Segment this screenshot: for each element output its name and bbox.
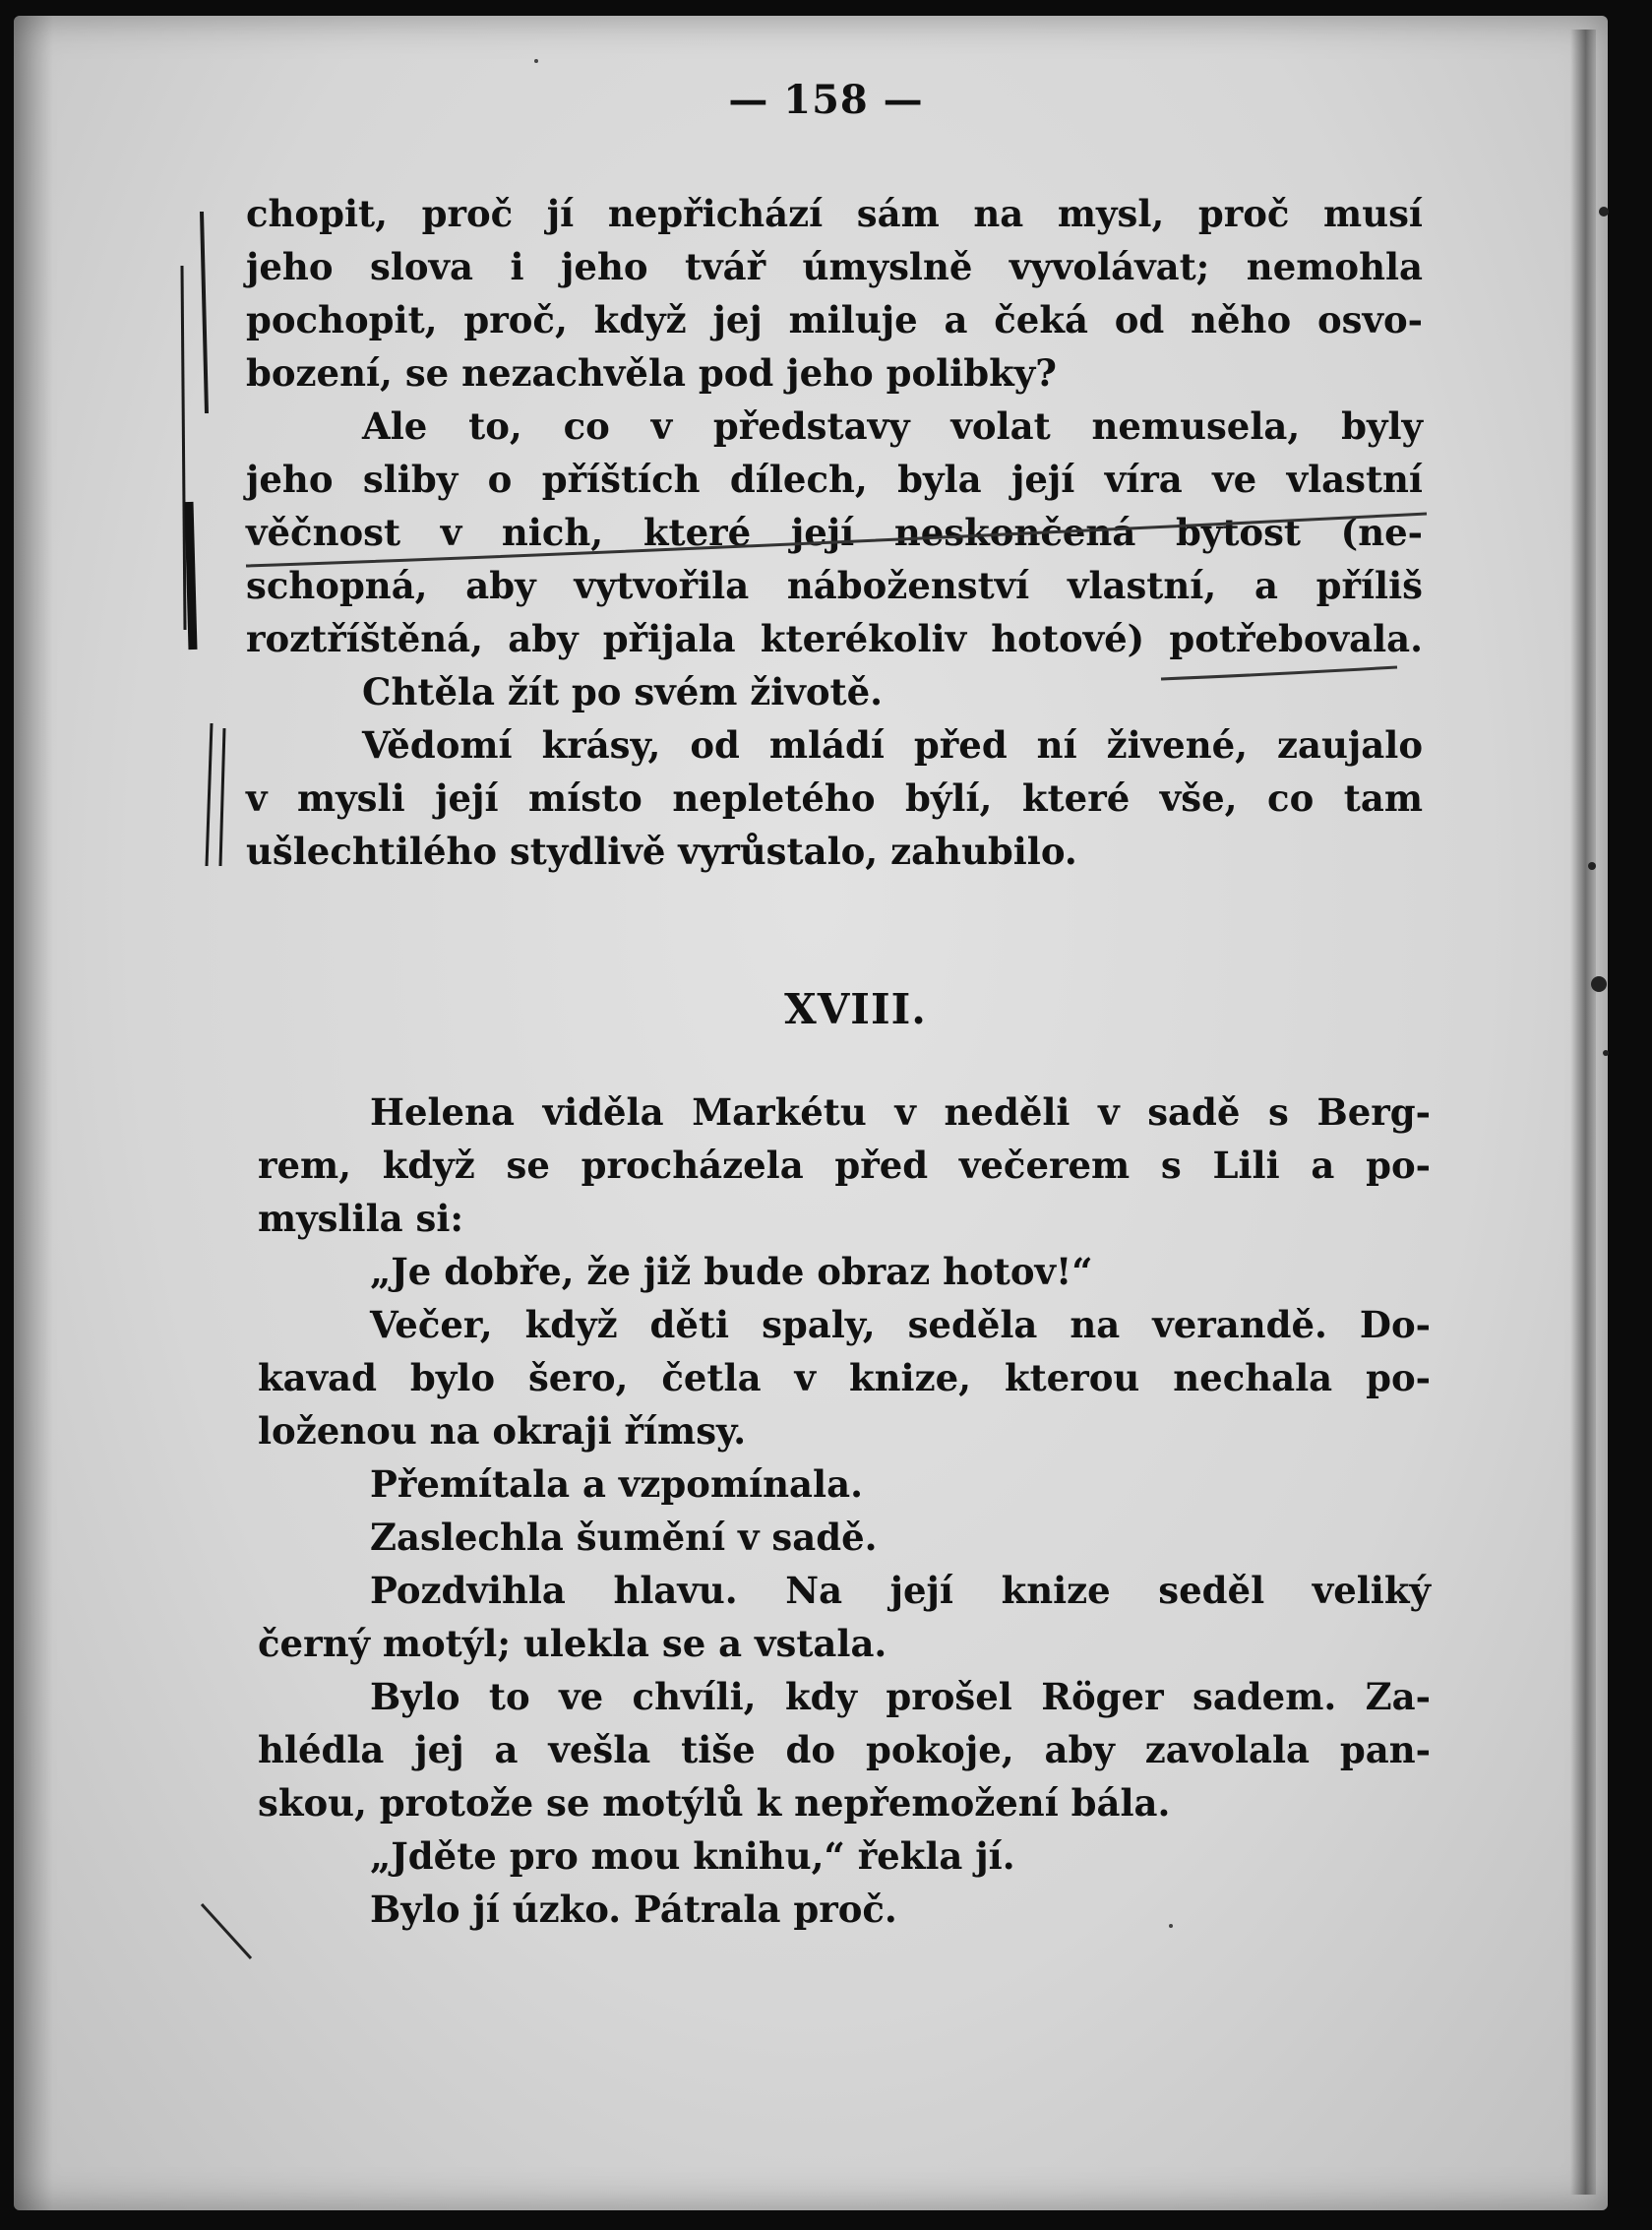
text-line: Pozdvihla hlavu. Na její knize seděl veliký <box>370 1569 1431 1612</box>
text-line: rem, když se procházela před večerem s Lili a po- <box>258 1144 1431 1187</box>
text-block-chapter <box>258 1085 1431 1936</box>
text-line: Přemítala a vzpomínala. <box>370 1462 863 1506</box>
text-line: Zaslechla šumění v sadě. <box>370 1516 878 1559</box>
text-line: Bylo to ve chvíli, kdy prošel Röger sadem. Za- <box>370 1675 1431 1718</box>
text-line: „Jděte pro mou knihu,“ řekla jí. <box>370 1834 1015 1878</box>
text-line: schopná, aby vytvořila náboženství vlastní, a příliš <box>246 564 1423 607</box>
text-line: v mysli její místo nepletého býlí, které vše, co tam <box>246 776 1423 820</box>
page-right-shadow <box>1570 30 1596 2195</box>
text-line: loženou na okraji římsy. <box>258 1409 747 1453</box>
text-line: Bylo jí úzko. Pátrala proč. <box>370 1888 897 1931</box>
text-line: Vědomí krásy, od mládí před ní živené, zaujalo <box>362 723 1423 767</box>
text-line: Helena viděla Markétu v neděli v sadě s Berg- <box>370 1090 1431 1134</box>
text-line: myslila si: <box>258 1197 464 1240</box>
text-line: jeho sliby o příštích dílech, byla její víra ve vlastní <box>246 458 1423 501</box>
text-line: bození, se nezachvěla pod jeho polibky? <box>246 351 1057 395</box>
text-line: Večer, když děti spaly, seděla na verandě. Do- <box>370 1303 1431 1346</box>
text-line: chopit, proč jí nepřichází sám na mysl, proč musí <box>246 192 1423 235</box>
text-line: roztříštěná, aby přijala kterékoliv hotové) potřebovala. <box>246 617 1423 660</box>
chapter-heading: XVIII. <box>784 985 927 1033</box>
text-line: hlédla jej a vešla tiše do pokoje, aby zavolala pan- <box>258 1728 1431 1771</box>
text-line: černý motýl; ulekla se a vstala. <box>258 1622 887 1665</box>
text-line: pochopit, proč, když jej miluje a čeká od něho osvo- <box>246 298 1423 341</box>
text-line: „Je dobře, že již bude obraz hotov!“ <box>370 1250 1093 1293</box>
page-left-shadow <box>14 16 53 2210</box>
page-number: — 158 — <box>728 77 924 123</box>
text-line: kavad bylo šero, četla v knize, kterou nechala po- <box>258 1356 1431 1399</box>
text-line: ušlechtilého stydlivě vyrůstalo, zahubilo. <box>246 830 1077 873</box>
text-block-upper <box>246 187 1423 878</box>
text-line: věčnost v nich, které její neskončená bytost (ne- <box>246 511 1423 554</box>
text-line: Ale to, co v představy volat nemusela, byly <box>362 404 1423 448</box>
text-line: jeho slova i jeho tvář úmyslně vyvolávat; nemohla <box>246 245 1423 288</box>
text-line: Chtěla žít po svém životě. <box>362 670 884 713</box>
text-line: skou, protože se motýlů k nepřemožení bála. <box>258 1781 1171 1825</box>
